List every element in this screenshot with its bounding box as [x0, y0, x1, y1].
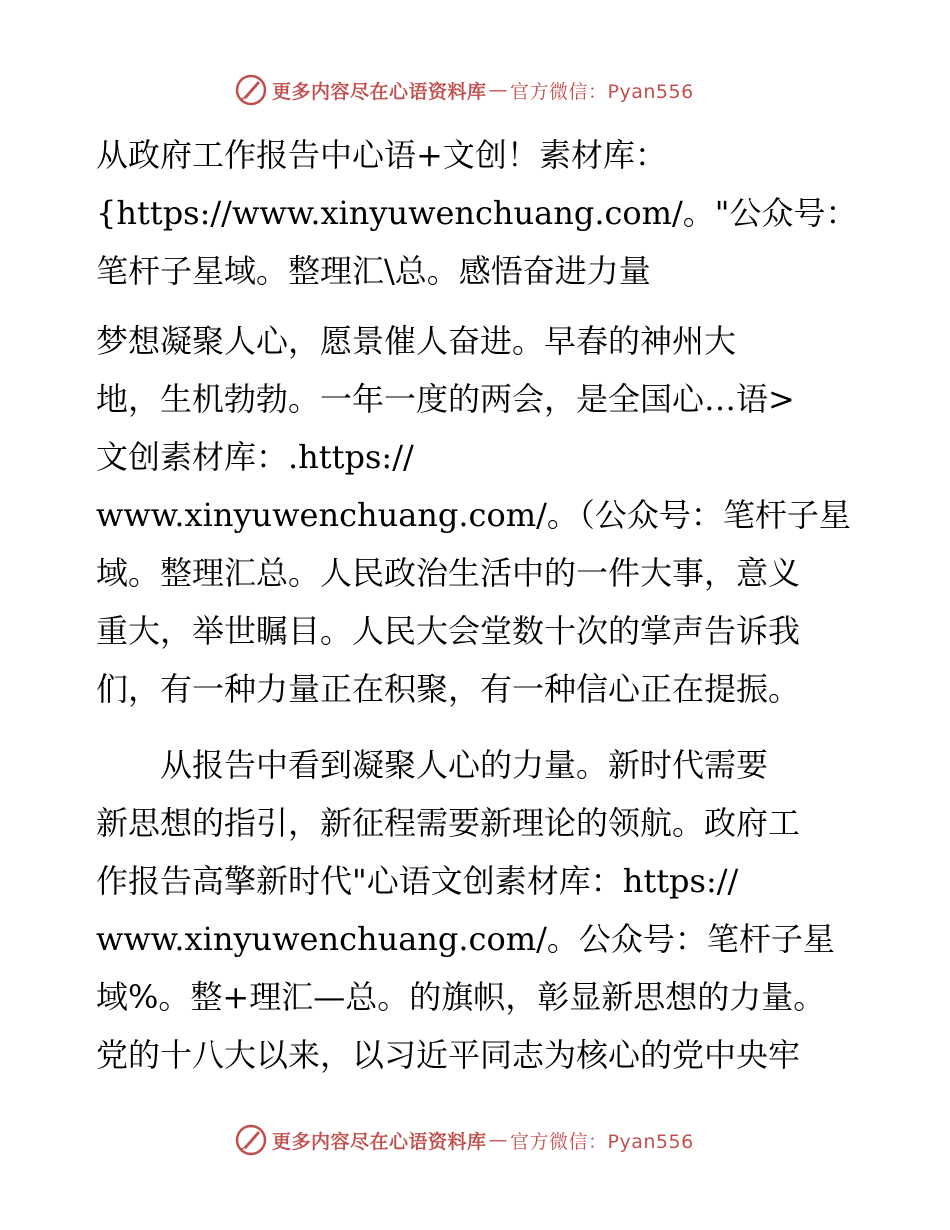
text-line: 笔杆子星域。整理汇\总。感悟奋进力量	[96, 252, 651, 290]
watermark-separator: —	[488, 79, 509, 101]
text-line: {https://www.xinyuwenchuang.com/。"公众号：	[96, 194, 858, 232]
text-line: 从政府工作报告中心语+文创！素材库：	[96, 136, 667, 174]
watermark-main-text: 更多内容尽在心语资料库	[272, 1130, 487, 1153]
watermark-separator: —	[488, 1129, 509, 1151]
text-line: 域。整理汇总。人民政治生活中的一件大事，意义	[96, 554, 801, 592]
watermark-wechat-text: 官方微信：Pyan556	[510, 1130, 694, 1153]
paragraph-3	[96, 736, 856, 1084]
watermark-banner-top	[234, 72, 754, 108]
text-line: 党的十八大以来，以习近平同志为核心的党中央牢	[96, 1036, 801, 1074]
text-line: 们，有一种力量正在积聚，有一种信心正在提振。	[96, 670, 801, 708]
text-line: 文创素材库：.https://	[96, 438, 414, 476]
watermark-main-text: 更多内容尽在心语资料库	[272, 80, 487, 103]
text-line: 地，生机勃勃。一年一度的两会，是全国心…语>	[96, 380, 795, 418]
text-line: 新思想的指引，新征程需要新理论的领航。政府工	[96, 804, 801, 842]
watermark-wechat-text: 官方微信：Pyan556	[510, 80, 694, 103]
text-line: 作报告高擎新时代"心语文创素材库：https://	[96, 862, 739, 900]
text-line: 从报告中看到凝聚人心的力量。新时代需要	[96, 746, 769, 784]
text-line: www.xinyuwenchuang.com/。（公众号：笔杆子星	[96, 496, 851, 534]
paragraph-2	[96, 312, 856, 718]
text-line: 域%。整+理汇—总。的旗帜，彰显新思想的力量。	[96, 978, 826, 1016]
paragraph-1	[96, 126, 856, 300]
watermark-banner-bottom	[234, 1122, 754, 1158]
text-line: 重大，举世瞩目。人民大会堂数十次的掌声告诉我	[96, 612, 801, 650]
text-line: www.xinyuwenchuang.com/。公众号：笔杆子星	[96, 920, 835, 958]
feather-pen-logo-icon	[234, 1123, 268, 1157]
text-line: 梦想凝聚人心，愿景催人奋进。早春的神州大	[96, 322, 737, 360]
document-body	[96, 126, 856, 1084]
feather-pen-logo-icon	[234, 73, 268, 107]
